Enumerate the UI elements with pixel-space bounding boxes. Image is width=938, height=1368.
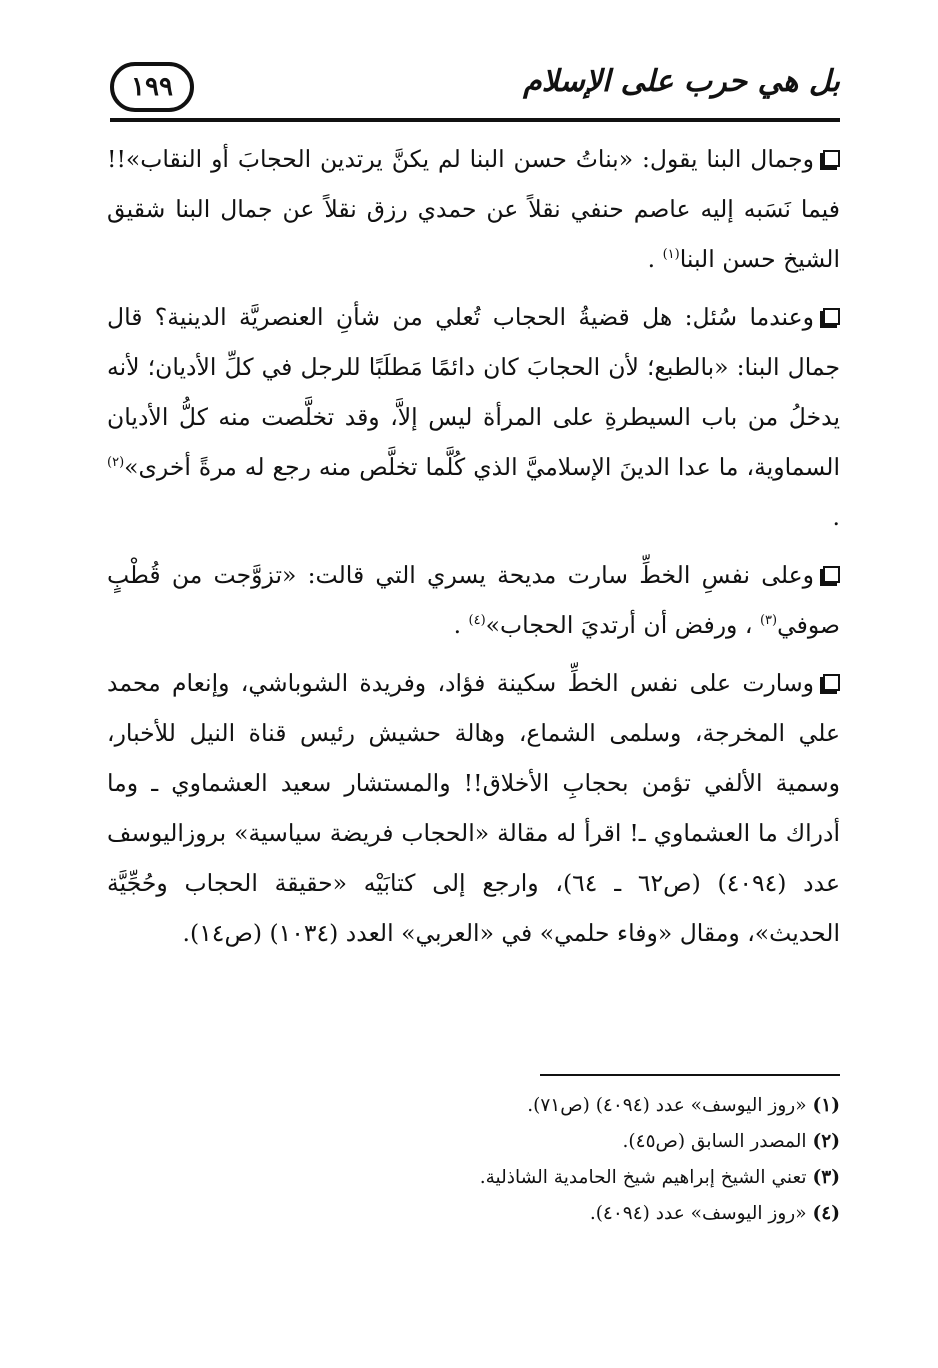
footnote-text: «روز اليوسف» عدد (٤٠٩٤). [589,1203,807,1224]
header-rule [110,118,840,122]
footnote-number: (١) [812,1095,840,1116]
paragraph-text: . [453,611,469,639]
paragraph-2 [107,292,840,542]
footnote-4 [150,1196,840,1232]
paragraph-text: وسارت على نفس الخطِّ سكينة فؤاد، وفريدة الشوباشي، وإنعام محمد علي المخرجة، وسلمى الشماع، وهالة حشيش رئيس قناة النيل للأخبار، وسمية الألفي تؤمن بحجابِ الأخلاق!! والمستشار سعيد العشماوي ـ وما أدراك ما العشماوي ـ! اقرأ له مقالة «الحجاب فريضة سياسية» بروزاليوسف عدد (٤٠٩٤) (ص٦٢ ـ ٦٤)، وارجع إلى كتابَيْه «حقيقة الحجاب وحُجِّيَّة الحديث»، ومقال «وفاء حلمي» في «العربي» العدد (١٠٣٤) (ص١٤). [107,669,840,947]
footnote-ref[interactable]: (٣) [759,613,778,629]
footnote-separator [540,1074,840,1076]
footnote-number: (٢) [812,1131,840,1152]
paragraph-text: . [832,503,840,531]
footnote-number: (٣) [812,1167,840,1188]
paragraph-text: . [647,245,663,273]
paragraph-text: وجمال البنا يقول: «بناتُ حسن البنا لم يكنَّ يرتدين الحجابَ أو النقاب»!! فيما نَسَبه إليه عاصم حنفي نقلاً عن حمدي رزق نقلاً عن جمال البنا شقيق الشيخ حسن البنا [107,145,840,273]
paragraph-3 [107,550,840,650]
paragraph-4 [107,658,840,958]
square-bullet-icon [823,308,840,325]
footnote-ref[interactable]: (٢) [107,455,125,471]
page-number: ١٩٩ [110,62,194,112]
square-bullet-icon [823,674,840,691]
footnote-ref[interactable]: (١) [662,247,680,263]
page-header [110,58,840,124]
footnote-number: (٤) [812,1203,840,1224]
paragraph-text: وعلى نفسِ الخطِّ سارت مديحة يسري التي قالت: «تزوَّجت من قُطْبٍ صوفي [107,561,840,639]
paragraph-text: ، ورفض أن أرتديَ الحجاب» [485,611,760,639]
paragraph-text: وعندما سُئل: هل قضيةُ الحجاب تُعلي من شأنِ العنصريَّة الدينية؟ قال جمال البنا: «بالطبع؛ لأن الحجابَ كان دائمًا مَطلَبًا للرجل في كلِّ الأديان؛ لأنه يدخلُ من باب السيطرةِ على المرأة ليس إلاَّ، وقد تخلَّصت منه كلُّ الأديان السماوية، ما عدا الدينَ الإسلاميَّ الذي كُلَّما تخلَّص منه رجع له مرةً أخرى» [107,303,840,481]
footnote-1 [150,1088,840,1124]
square-bullet-icon [823,566,840,583]
footnote-text: «روز اليوسف» عدد (٤٠٩٤) (ص٧١). [527,1095,807,1116]
footnote-ref[interactable]: (٤) [468,613,486,629]
footnotes [150,1088,840,1232]
footnote-text: المصدر السابق (ص٤٥). [622,1131,807,1152]
paragraph-1 [107,134,840,284]
running-title: بل هي حرب على الإسلام [523,64,840,99]
footnote-2 [150,1124,840,1160]
footnote-3 [150,1160,840,1196]
footnote-text: تعني الشيخ إبراهيم شيخ الحامدية الشاذلية. [479,1167,807,1188]
main-text [107,134,840,966]
square-bullet-icon [823,150,840,167]
